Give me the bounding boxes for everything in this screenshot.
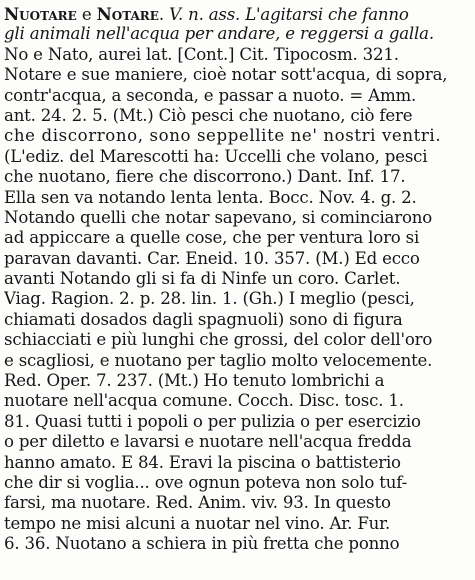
entry-line-3: No e Nato, aurei lat. [Cont.] Cit. Tipocosm. 321. [4,44,399,64]
entry-line-18: e scagliosi, e nuotano per taglio molto velocemente. [4,350,433,370]
entry-line-7: che discorrono, sono seppellite ne' nostri ventri. [4,126,442,146]
entry-line-19: Red. Oper. 7. 237. (Mt.) Ho tenuto lombrichi a [4,371,385,391]
entry-line-14: avanti Notando gli si fa di Ninfe un coro. Carlet. [4,269,401,289]
entry-line-16: chiamati dosados dagli spagnuoli) sono di figura [4,309,403,329]
entry-line-24: che dir si voglia... ove ognun poteva non solo tuf- [4,472,407,492]
entry-line-10: Ella sen va notando lenta lenta. Bocc. Nov. 4. g. 2. [4,187,417,207]
entry-line-11: Notando quelli che notar sapevano, si cominciarono [4,207,433,227]
entry-line-1 [4,4,470,24]
entry-line-17: schiacciati e più lunghi che grossi, del color dell'oro [4,330,433,350]
headword-variant: Notare [96,4,159,24]
entry-line-5: contr'acqua, a seconda, e passar a nuoto. = Amm. [4,85,417,105]
entry-line-20: nuotare nell'acqua comune. Cocch. Disc. tosc. 1. [4,391,404,411]
entry-line-26: tempo ne misi alcuni a nuotar nel vino. Ar. Fur. [4,513,391,533]
entry-line-25: farsi, ma nuotare. Red. Anim. viv. 93. In questo [4,493,391,513]
headword-connector: e [76,5,97,24]
entry-line-15: Viag. Ragion. 2. p. 28. lin. 1. (Gh.) I meglio (pesci, [4,289,415,309]
grammar-and-definition: . V. n. ass. L'agitarsi che fanno [158,5,409,24]
entry-line-8: (L'ediz. del Marescotti ha: Uccelli che volano, pesci [4,146,428,166]
entry-line-13: paravan davanti. Car. Eneid. 10. 357. (M.) Ed ecco [4,248,420,268]
entry-line-22: o per diletto e lavarsi e nuotare nell'acqua fredda [4,432,412,452]
dictionary-entry-nuotare [4,4,470,555]
entry-line-23: hanno amato. E 84. Eravi la piscina o battisterio [4,452,401,472]
headword: Nuotare [4,4,77,24]
entry-line-27: 6. 36. Nuotano a schiera in più fretta che ponno [4,534,400,554]
entry-line-12: ad appiccare a quelle cose, che per ventura loro si [4,228,420,248]
entry-line-6: ant. 24. 2. 5. (Mt.) Ciò pesci che nuotano, ciò fere [4,105,413,125]
entry-line-4: Notare e sue maniere, cioè notar sott'acqua, di sopra, [4,65,448,85]
entry-line-2: gli animali nell'acqua per andare, e reggersi a galla. [4,24,434,44]
entry-line-21: 81. Quasi tutti i popoli o per pulizia o per esercizio [4,411,421,431]
entry-line-9: che nuotano, fiere che discorrono.) Dant. Inf. 17. [4,167,406,187]
